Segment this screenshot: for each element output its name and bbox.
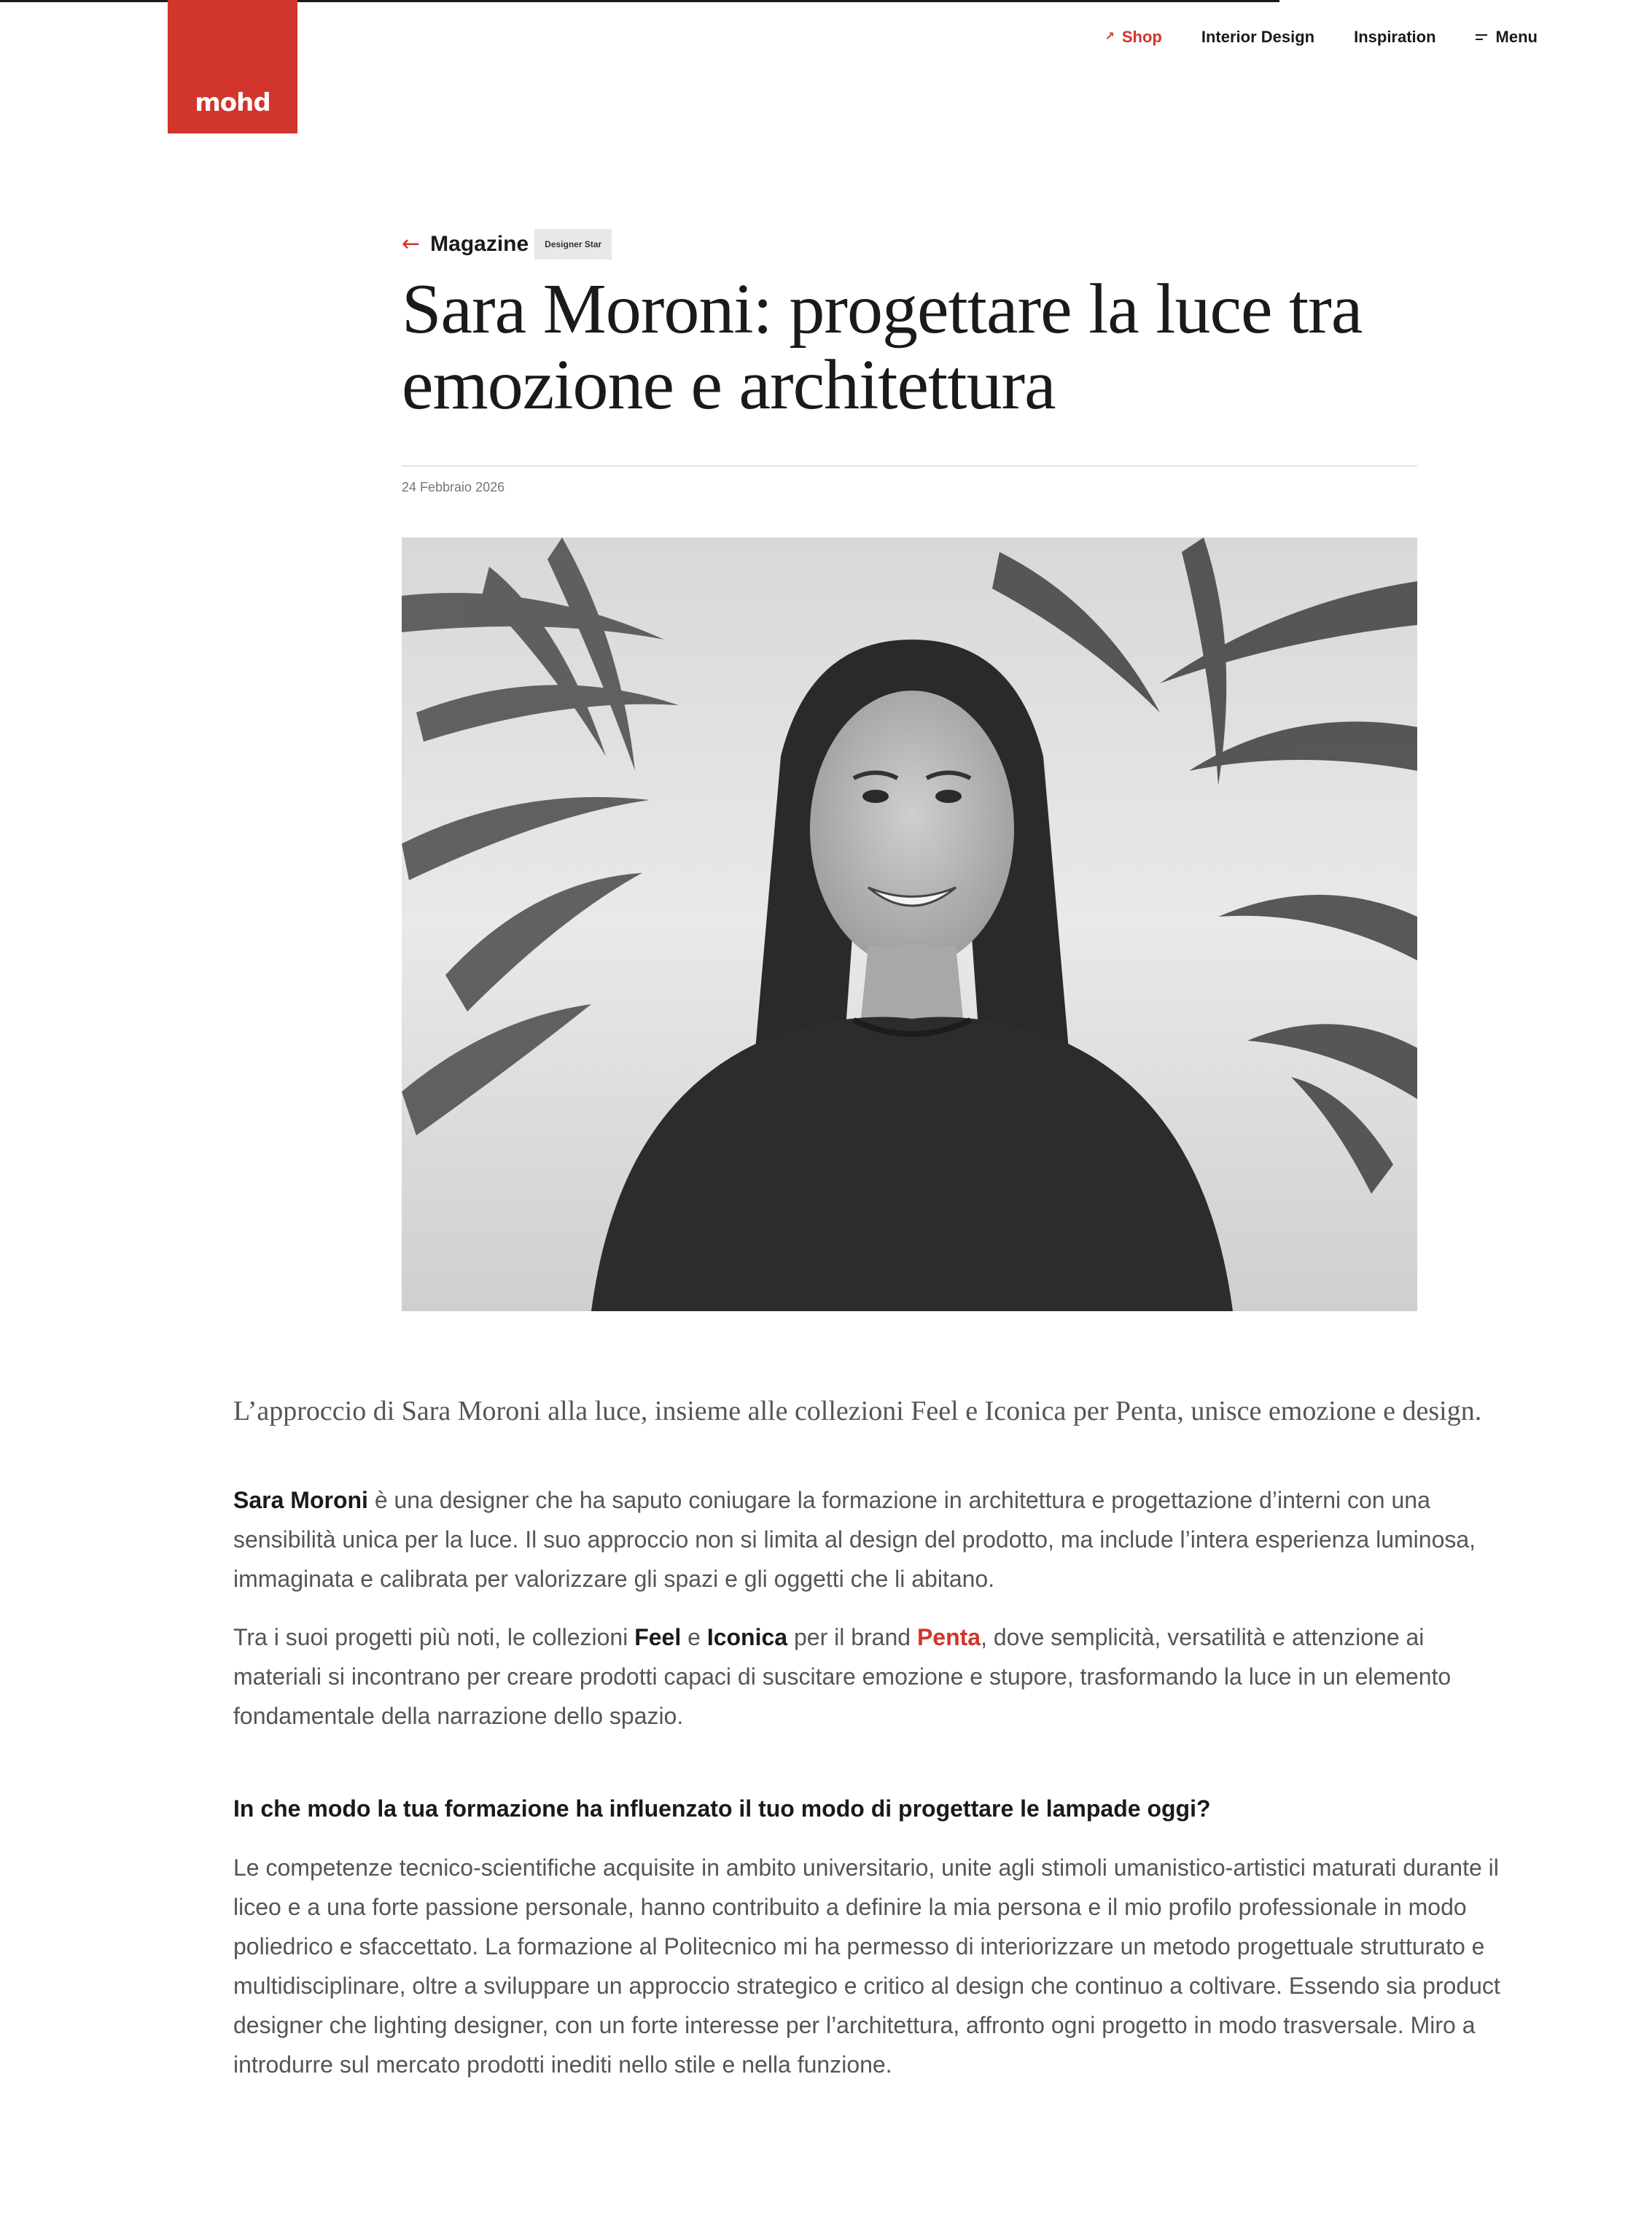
paragraph-intro-text: è una designer che ha saputo coniugare la formazione in architettura e progettazione d’interni con una sensibilità unica per la luce. Il suo approccio non si limita al design del prodotto, ma include l’intera esperienza luminosa, immaginata e calibrata per valorizzare gli spazi e gli oggetti che li abitano. [233,1487,1476,1592]
main-nav [1104,28,1538,47]
p2-text-c: per il brand [787,1624,917,1650]
p2-text-d: , dove semplicità, versatilità e attenzione ai materiali si incontrano per creare prodotti capaci di suscitare emozione e stupore, trasformando la luce in un elemento fondamentale della narrazione dello spazio. [233,1624,1452,1729]
interview-answer: Le competenze tecnico-scientifiche acquisite in ambito universitario, unite agli stimoli umanistico-artistici maturati durante il liceo e a una forte passione personale, hanno contribuito a definire la mia persona e il mio profilo professionale in modo poliedrico e sfaccettato. La formazione al Politecnico mi ha permesso di interiorizzare un metodo progettuale strutturato e multidisciplinare, oltre a sviluppare un approccio strategico e critico al design che continuo a coltivare. Essendo sia product designer che lighting designer, con un forte interesse per l’architettura, affronto ogni progetto in modo trasversale. Miro a introdurre sul mercato prodotti inediti nello stile e nella funzione. [233,1854,1500,2078]
p2-text-b: e [681,1624,707,1650]
nav-interior-design-link[interactable]: Interior Design [1201,28,1315,46]
hero-image [402,537,1417,1311]
portrait-illustration [402,537,1417,1311]
collection-feel: Feel [634,1624,682,1650]
menu-button[interactable] [1476,28,1538,47]
brand-penta-link[interactable]: Penta [916,1624,981,1650]
collection-iconica: Iconica [706,1624,788,1650]
menu-icon [1476,33,1489,42]
nav-inspiration-link[interactable]: Inspiration [1354,28,1436,46]
title-divider [402,465,1417,467]
article-lead: L’approccio di Sara Moroni alla luce, insieme alle collezioni Feel e Iconica per Penta, unisce emozione e design. [233,1396,1482,1426]
category-tag[interactable]: Designer Star [534,229,612,260]
interview-question: In che modo la tua formazione ha influenzato il tuo modo di progettare le lampade oggi? [233,1795,1211,1822]
designer-name: Sara Moroni [233,1487,368,1513]
article-date: 24 Febbraio 2026 [402,480,505,494]
nav-shop-link[interactable] [1104,28,1161,47]
external-arrow-icon: ↗ [1104,31,1115,43]
menu-label: Menu [1495,28,1538,46]
paragraph-projects [233,1617,1502,1736]
p2-text-a: Tra i suoi progetti più noti, le collezioni [233,1624,635,1650]
nav-shop-label: Shop [1121,28,1162,46]
mohd-logo[interactable]: mohd [168,0,297,133]
paragraph-intro [233,1480,1502,1599]
breadcrumb [402,229,612,260]
back-arrow-icon[interactable]: ← [402,231,421,257]
magazine-link[interactable]: Magazine [430,232,529,256]
article-title: Sara Moroni: progettare la luce tra emozione e architettura [402,270,1363,424]
